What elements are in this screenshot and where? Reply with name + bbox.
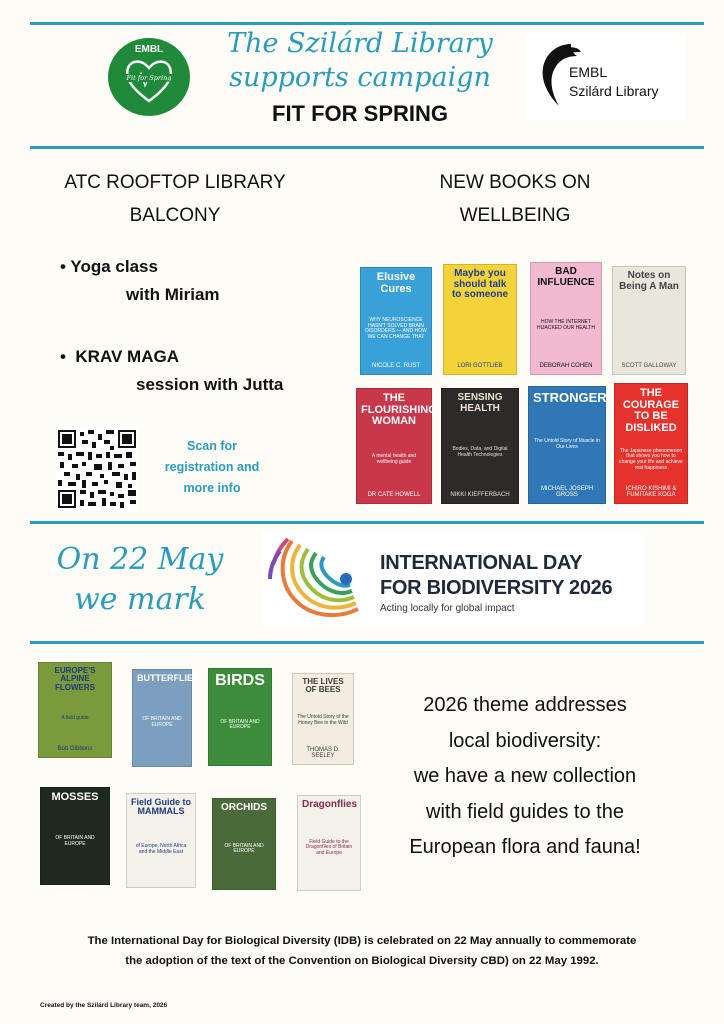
book-subtitle: OF BRITAIN AND EUROPE [142, 715, 182, 728]
event-krav-maga [60, 344, 320, 400]
rooftop-heading-line2: BALCONY [129, 205, 221, 226]
book-subtitle: OF BRITAIN AND EUROPE [55, 835, 95, 847]
field-guide-book-cover [208, 668, 272, 766]
on-22-may-line2: we mark [74, 582, 206, 617]
wellbeing-book-cover [441, 388, 519, 504]
book-subtitle: The Untold Story of the Honey Bee in the Wild [297, 714, 349, 726]
theme-line: we have a new collection [413, 765, 637, 787]
qr-caption-line2: registration and [164, 460, 260, 474]
field-guide-book-cover [297, 795, 361, 891]
book-title: MOSSES [51, 791, 99, 803]
wellbeing-book-cover [614, 383, 688, 504]
book-subtitle: OF BRITAIN AND EUROPE [224, 842, 264, 855]
book-author: THOMAS D. SEELEY [306, 746, 340, 760]
lower-rule [30, 641, 704, 644]
rooftop-heading-line1: ATC ROOFTOP LIBRARY [64, 172, 286, 193]
script-heading-line1: The Szilárd Library [227, 28, 493, 59]
theme-line: European flora and fauna! [409, 836, 641, 858]
book-subtitle: OF BRITAIN AND EUROPE [220, 718, 260, 731]
book-author: DR CATE HOWELL [367, 492, 421, 499]
book-author: NIKKI KIEFFERBACH [450, 492, 510, 499]
idb-banner [262, 531, 644, 625]
embl-badge [108, 38, 190, 116]
book-subtitle: The Untold Story of Muscle in Our Lives [534, 438, 600, 451]
book-author: Bob Gibbons [57, 746, 93, 753]
idb-note [20, 931, 704, 971]
badge-label: EMBL [134, 44, 164, 55]
book-title: Notes on Being A Man [619, 270, 679, 292]
idb-tagline: Acting locally for global impact [380, 603, 515, 614]
idb-note-line1: The International Day for Biological Diversity (IDB) is celebrated on 22 May annually to commemorate [87, 935, 637, 947]
top-rule [30, 22, 704, 25]
wellbeing-book-cover [443, 264, 517, 375]
book-subtitle: A mental health and wellbeing guide [371, 453, 417, 466]
book-title: SENSING HEALTH [457, 392, 503, 414]
book-subtitle: The Japanese phenomenon that shows you how to change your life and achieve real happiness [619, 447, 683, 471]
book-author: MICHAEL JOSEPH GROSS [540, 485, 594, 499]
idb-title-line1: INTERNATIONAL DAY [380, 552, 583, 574]
book-title: Dragonflies [302, 799, 358, 810]
qr-caption [150, 436, 274, 499]
theme-line: local biodiversity: [448, 729, 602, 752]
field-guide-book-cover [40, 787, 110, 885]
bullet-icon: • [60, 257, 66, 276]
book-subtitle: Bodies, Data, and Digital Health Technologies [452, 446, 508, 459]
book-author: NICOLE C. RUST [371, 363, 420, 370]
idb-title-line2: FOR BIODIVERSITY 2026 [380, 577, 613, 599]
event-yoga [60, 254, 320, 310]
event-yoga-line1: Yoga class [70, 257, 158, 276]
book-title: ORCHIDS [220, 802, 268, 813]
bullet-icon: • [60, 347, 66, 366]
logo-line2: Szilárd Library [569, 83, 659, 99]
book-subtitle: HOW THE INTERNET HIJACKED OUR HEALTH [537, 318, 595, 331]
credit: Created by the Szilárd Library team, 2026 [40, 1002, 168, 1009]
book-title: Maybe you should talk to someone [451, 268, 509, 300]
script-heading-line2: supports campaign [229, 62, 491, 93]
wellbeing-book-cover [530, 262, 602, 375]
book-author: LORI GOTTLIEB [457, 363, 503, 370]
book-title: EUROPE'S ALPINE FLOWERS [54, 666, 96, 692]
header-rule [30, 146, 704, 149]
event-krav-line2: session with Jutta [136, 375, 284, 394]
wellbeing-book-cover [356, 388, 437, 504]
book-subtitle: Field Guide to the Dragonflies of Britain and Europe [305, 838, 353, 857]
event-krav-line1: KRAV MAGA [75, 347, 179, 366]
book-title: BAD INFLUENCE [537, 266, 595, 288]
biodiversity-swirl-icon [266, 533, 362, 623]
book-subtitle: A field guide [61, 715, 89, 722]
idb-note-line2: the adoption of the text of the Convention on Biological Diversity CBD) on 22 May 1992. [125, 955, 599, 967]
book-subtitle: of Europe, North Africa and the Middle East [135, 843, 187, 855]
theme-line: with field guides to the [426, 800, 624, 823]
book-title: BIRDS [215, 672, 265, 689]
book-author: DEBORAH COHEN [539, 363, 593, 370]
wellbeing-heading-line2: WELLBEING [459, 205, 571, 226]
middle-rule [30, 521, 704, 524]
theme-line: 2026 theme addresses [423, 694, 627, 716]
book-title: THE FLOURISHING WOMAN [361, 392, 437, 428]
field-guide-book-cover [38, 662, 112, 758]
field-guide-book-cover [126, 793, 196, 888]
field-guide-book-cover [132, 669, 199, 767]
qr-code[interactable] [56, 428, 138, 510]
book-title: THE COURAGE TO BE DISLIKED [622, 387, 680, 434]
book-title: THE LIVES OF BEES [302, 677, 344, 695]
book-title: BUTTERFLIES [137, 673, 199, 683]
wellbeing-book-cover [360, 267, 432, 375]
szilard-library-logo [525, 34, 685, 120]
book-title: Field Guide to MAMMALS [131, 797, 191, 817]
theme-text [380, 688, 670, 866]
book-title: Elusive Cures [376, 271, 416, 295]
book-author: ICHIRO KISHIMI & FUMITAKE KOGA [625, 485, 677, 499]
event-yoga-line2: with Miriam [126, 285, 220, 304]
wellbeing-book-cover [612, 266, 686, 375]
campaign-title: FIT FOR SPRING [272, 101, 448, 126]
wellbeing-heading-line1: NEW BOOKS ON [439, 172, 591, 193]
qr-caption-line3: more info [183, 481, 241, 495]
field-guide-book-cover [212, 798, 276, 890]
book-title: STRONGER [533, 390, 607, 405]
logo-line1: EMBL [569, 64, 608, 80]
book-subtitle: WHY NEUROSCIENCE HASN'T SOLVED BRAIN DISORDERS — AND HOW WE CAN CHANGE THAT [365, 316, 427, 340]
qr-caption-line1: Scan for [186, 439, 237, 453]
field-guide-book-cover [292, 673, 354, 765]
book-author: SCOTT GALLOWAY [621, 363, 677, 370]
wellbeing-book-cover [528, 386, 606, 504]
badge-ribbon: Fit for Spring [118, 74, 180, 82]
on-22-may-line1: On 22 May [56, 542, 224, 577]
